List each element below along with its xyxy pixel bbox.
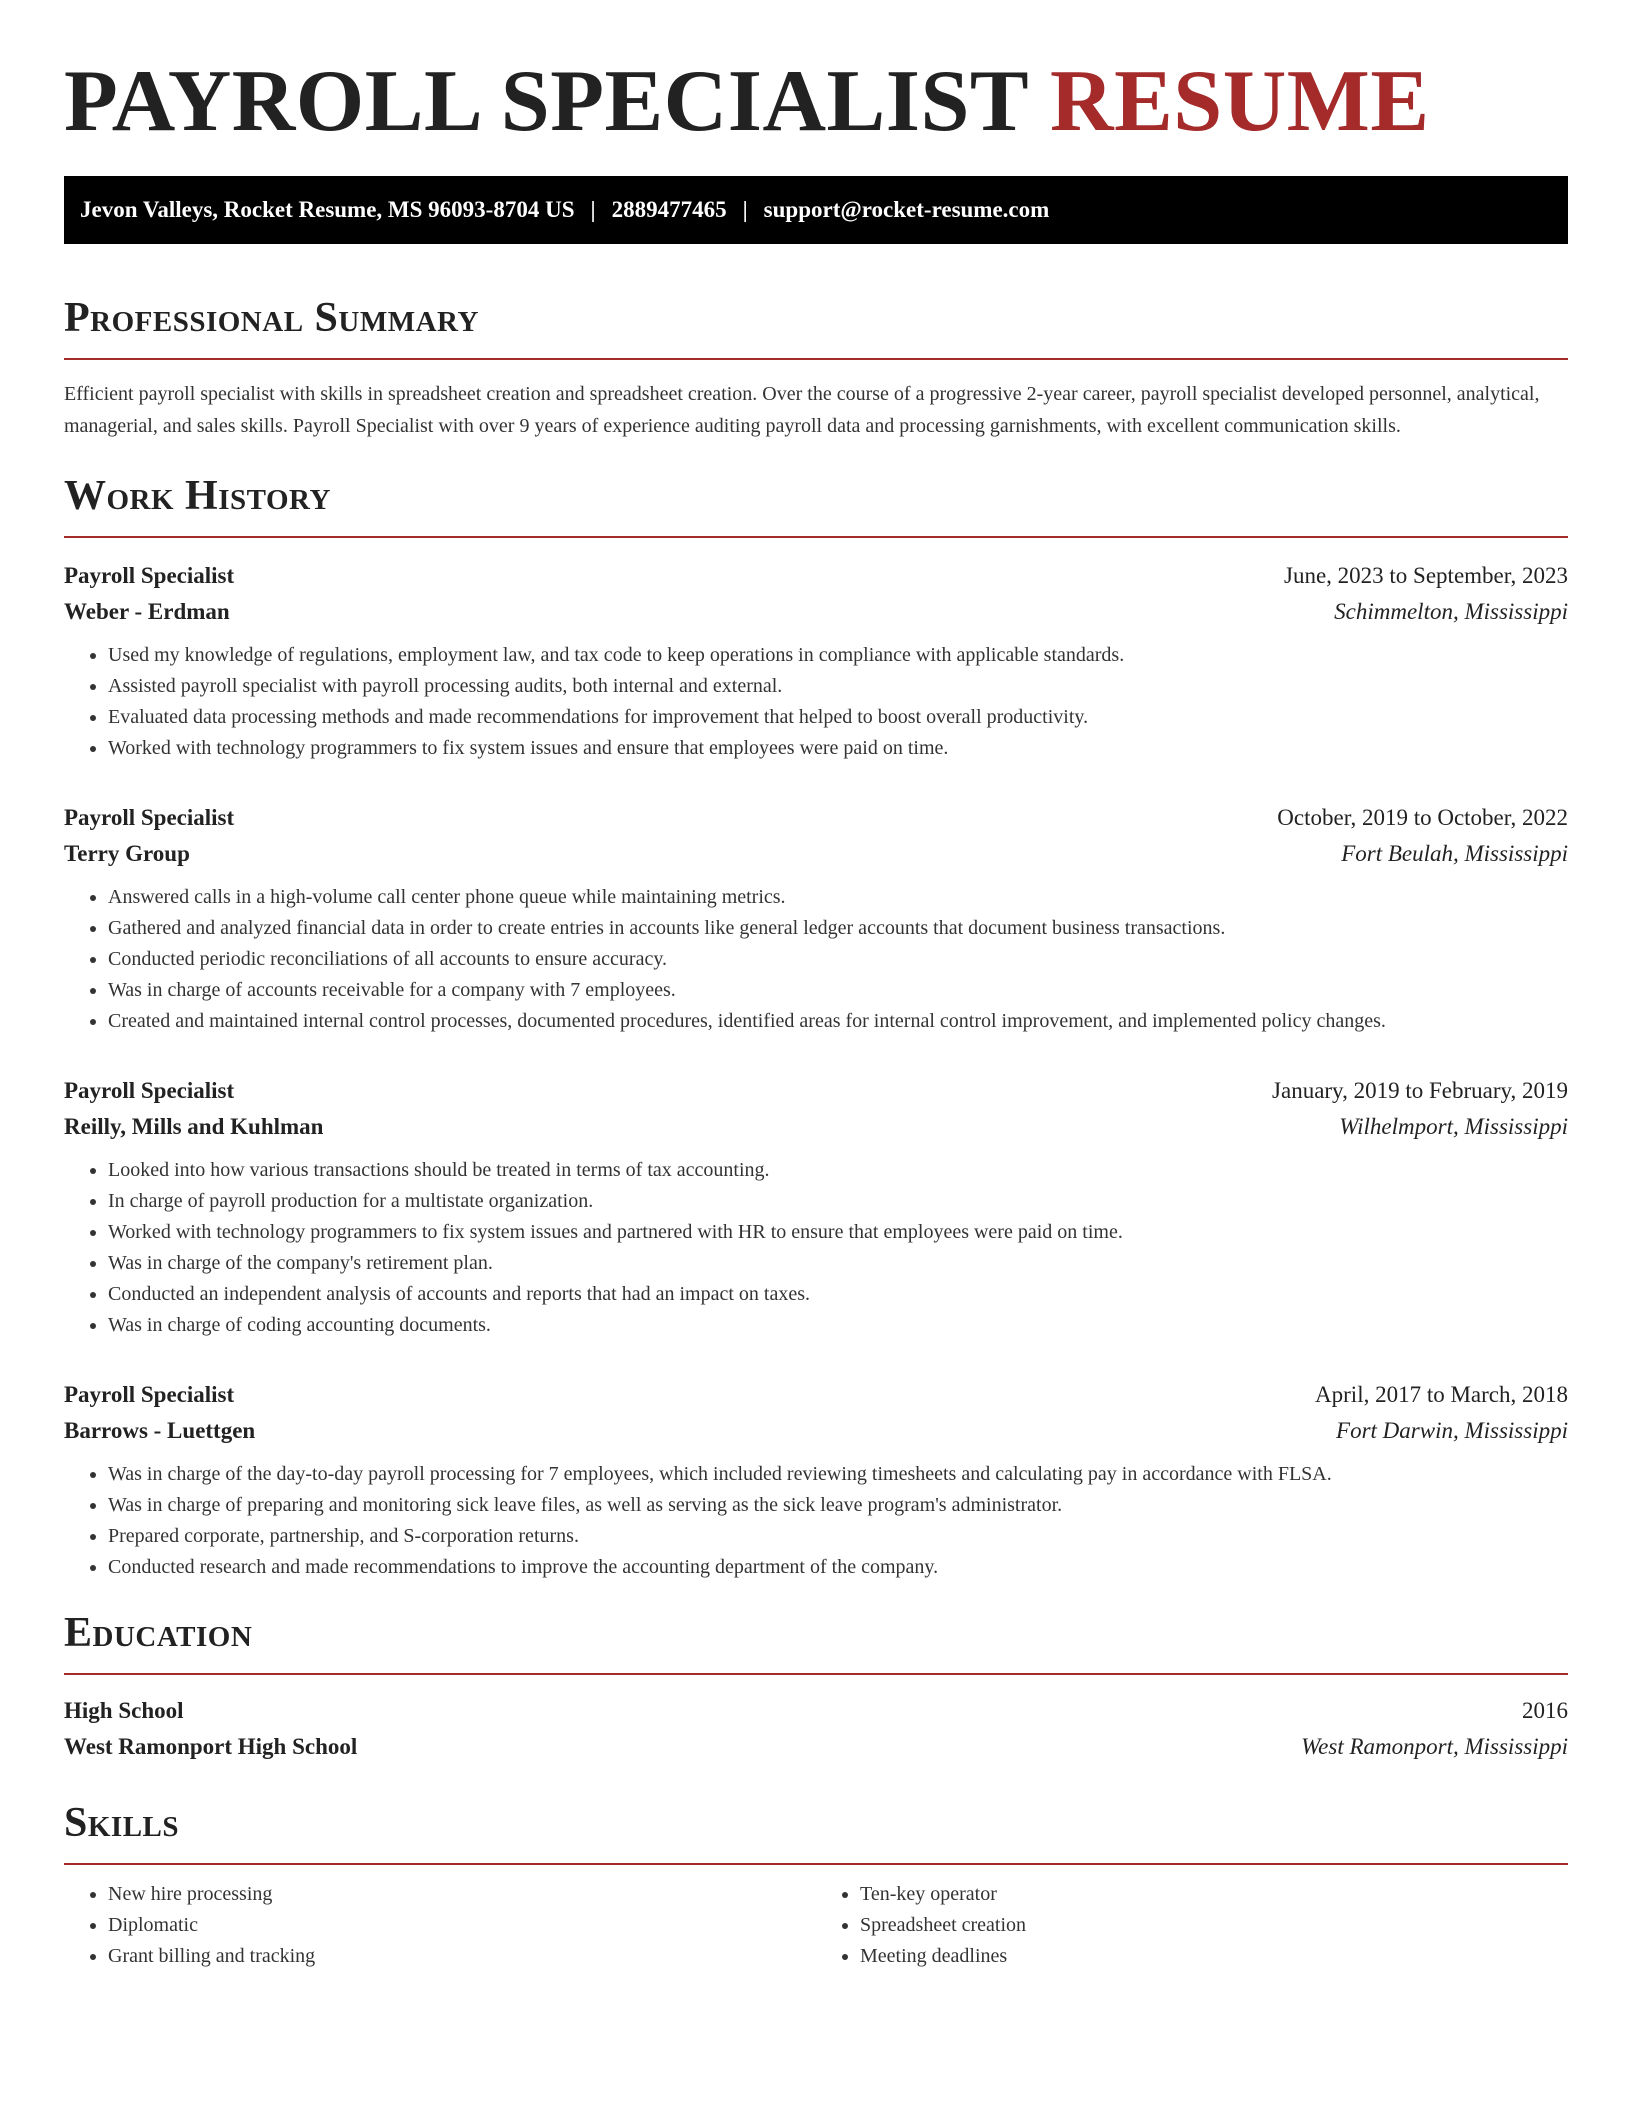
job-bullet: • Was in charge of the company's retirement plan. (108, 1248, 1568, 1279)
job-bullet: • Prepared corporate, partnership, and S-corporation returns. (108, 1521, 1568, 1552)
job-bullet: • Was in charge of preparing and monitoring sick leave files, as well as serving as the sick leave program's administrator. (108, 1490, 1568, 1521)
job-location: Fort Beulah, Mississippi (1341, 841, 1568, 866)
education-school-row (64, 1729, 1568, 1765)
section-divider (64, 536, 1568, 538)
job-company: Weber - Erdman (64, 599, 230, 624)
contact-address: Jevon Valleys, Rocket Resume, MS 96093-8704 US (80, 197, 575, 222)
education-location: West Ramonport, Mississippi (1301, 1734, 1568, 1759)
section-title-work-history: Work History (64, 473, 331, 519)
job-entry (64, 1377, 1568, 1583)
title-accent: RESUME (1050, 53, 1430, 150)
job-bullet: • Conducted an independent analysis of accounts and reports that had an impact on taxes. (108, 1279, 1568, 1310)
job-bullet: • Looked into how various transactions should be treated in terms of tax accounting. (108, 1155, 1568, 1186)
contact-separator: | (590, 197, 596, 222)
job-bullet: • Was in charge of the day-to-day payroll processing for 7 employees, which included reviewing timesheets and calculating pay in accordance with FLSA. (108, 1459, 1568, 1490)
job-location: Fort Darwin, Mississippi (1336, 1418, 1568, 1443)
job-bullet: • Evaluated data processing methods and made recommendations for improvement that helped to boost overall productivity. (108, 702, 1568, 733)
job-bullets (64, 1155, 1568, 1341)
work-history-section (64, 468, 1568, 1583)
skills-list-right (816, 1879, 1568, 1972)
skill-item: • Meeting deadlines (860, 1941, 1568, 1972)
job-company-row (64, 836, 1568, 872)
skills-list-left (64, 1879, 816, 1972)
job-bullet: • Gathered and analyzed financial data in order to create entries in accounts like general ledger accounts that document business transactions. (108, 913, 1568, 944)
education-degree: High School (64, 1698, 184, 1723)
job-company-row (64, 1413, 1568, 1449)
job-entry (64, 800, 1568, 1037)
resume-title (64, 52, 1568, 152)
job-bullets (64, 882, 1568, 1037)
job-bullet: • Created and maintained internal control processes, documented procedures, identified areas for internal control improvement, and implemented policy changes. (108, 1006, 1568, 1037)
job-bullet: • Was in charge of accounts receivable for a company with 7 employees. (108, 975, 1568, 1006)
education-year: 2016 (1522, 1698, 1568, 1723)
job-header-row (64, 1377, 1568, 1413)
job-bullet: • In charge of payroll production for a multistate organization. (108, 1186, 1568, 1217)
title-main: PAYROLL SPECIALIST (64, 53, 1028, 150)
job-company: Barrows - Luettgen (64, 1418, 256, 1443)
job-dates: January, 2019 to February, 2019 (1272, 1078, 1568, 1103)
job-company: Terry Group (64, 841, 190, 866)
skill-item: • Ten-key operator (860, 1879, 1568, 1910)
job-location: Schimmelton, Mississippi (1334, 599, 1568, 624)
job-bullet: • Assisted payroll specialist with payroll processing audits, both internal and external. (108, 671, 1568, 702)
job-bullet: • Was in charge of coding accounting documents. (108, 1310, 1568, 1341)
job-title: Payroll Specialist (64, 1382, 235, 1407)
job-company-row (64, 594, 1568, 630)
job-header-row (64, 1073, 1568, 1109)
job-header-row (64, 558, 1568, 594)
contact-bar (64, 176, 1568, 244)
job-bullet: • Conducted periodic reconciliations of all accounts to ensure accuracy. (108, 944, 1568, 975)
summary-section (64, 290, 1568, 442)
education-school: West Ramonport High School (64, 1734, 358, 1759)
skills-columns (64, 1879, 1568, 1972)
job-dates: October, 2019 to October, 2022 (1277, 805, 1568, 830)
job-bullet: • Answered calls in a high-volume call center phone queue while maintaining metrics. (108, 882, 1568, 913)
job-title: Payroll Specialist (64, 805, 235, 830)
job-bullets (64, 640, 1568, 764)
job-location: Wilhelmport, Mississippi (1339, 1114, 1568, 1139)
job-bullet: • Conducted research and made recommendations to improve the accounting department of the company. (108, 1552, 1568, 1583)
job-entry (64, 558, 1568, 764)
skill-item: • Spreadsheet creation (860, 1910, 1568, 1941)
contact-phone: 2889477465 (611, 197, 727, 222)
contact-separator: | (742, 197, 748, 222)
section-title-education: Education (64, 1610, 253, 1656)
section-divider (64, 1863, 1568, 1865)
section-title-skills: Skills (64, 1800, 180, 1846)
section-divider (64, 358, 1568, 360)
education-entry (64, 1693, 1568, 1765)
job-header-row (64, 800, 1568, 836)
job-entry (64, 1073, 1568, 1341)
skill-item: • Grant billing and tracking (108, 1941, 816, 1972)
job-bullet: • Worked with technology programmers to fix system issues and ensure that employees were paid on time. (108, 733, 1568, 764)
job-company-row (64, 1109, 1568, 1145)
contact-email: support@rocket-resume.com (763, 197, 1050, 222)
skill-item: • New hire processing (108, 1879, 816, 1910)
summary-text: Efficient payroll specialist with skills in spreadsheet creation and spreadsheet creation. Over the course of a progressive 2-year career, payroll specialist developed personnel, analytical, managerial, and sales skills. Payroll Specialist with over 9 years of experience auditing payroll data and processing garnishments, with excellent communication skills. (64, 383, 1540, 437)
job-dates: June, 2023 to September, 2023 (1284, 563, 1568, 588)
education-section (64, 1605, 1568, 1765)
job-bullet: • Worked with technology programmers to fix system issues and partnered with HR to ensure that employees were paid on time. (108, 1217, 1568, 1248)
job-company: Reilly, Mills and Kuhlman (64, 1114, 324, 1139)
section-divider (64, 1673, 1568, 1675)
skill-item: • Diplomatic (108, 1910, 816, 1941)
job-bullet: • Used my knowledge of regulations, employment law, and tax code to keep operations in compliance with applicable standards. (108, 640, 1568, 671)
job-dates: April, 2017 to March, 2018 (1315, 1382, 1568, 1407)
section-title-summary: Professional Summary (64, 295, 479, 341)
skills-section (64, 1795, 1568, 1972)
education-header-row (64, 1693, 1568, 1729)
job-bullets (64, 1459, 1568, 1583)
job-title: Payroll Specialist (64, 1078, 235, 1103)
job-title: Payroll Specialist (64, 563, 235, 588)
